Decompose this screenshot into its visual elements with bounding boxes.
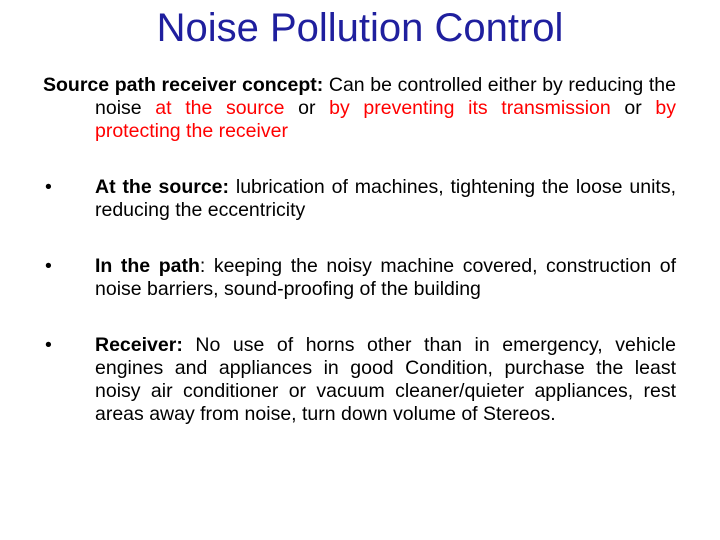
bullet-dot-icon: •	[45, 334, 52, 356]
intro-highlight-source: at the source	[155, 97, 285, 119]
intro-text-2: or	[284, 97, 330, 119]
bullet-source	[43, 176, 676, 222]
bullet-label: In the path	[95, 255, 200, 277]
bullet-receiver	[43, 334, 676, 426]
intro-highlight-path: by preventing its transmission	[329, 97, 611, 119]
bullet-text: No use of horns other than in emergency, vehicle engines and appliances in good Condition, purchase the least noisy air conditioner or vacuum cleaner/quieter appliances, rest areas away from noise, turn down volume of Stereos.	[95, 334, 676, 425]
bullet-text: lubrication of machines, tightening the loose units, reducing the eccentricity	[95, 176, 676, 221]
intro-text-3: or	[610, 97, 656, 119]
intro-label: Source path receiver concept:	[43, 74, 324, 96]
bullet-text: : keeping the noisy machine covered, construction of noise barriers, sound-proofing of the building	[95, 255, 676, 300]
bullet-label: At the source:	[95, 176, 229, 198]
slide-title: Noise Pollution Control	[156, 6, 564, 50]
bullet-dot-icon: •	[45, 255, 52, 277]
bullet-label: Receiver:	[95, 334, 183, 356]
intro-highlight-receiver: by protecting the receiver	[95, 97, 676, 142]
intro-paragraph	[43, 74, 676, 143]
bullet-dot-icon: •	[45, 176, 52, 198]
intro-text-1: Can be controlled either by reducing the noise	[95, 74, 676, 119]
bullet-path	[43, 255, 676, 301]
slide-body	[43, 74, 676, 459]
